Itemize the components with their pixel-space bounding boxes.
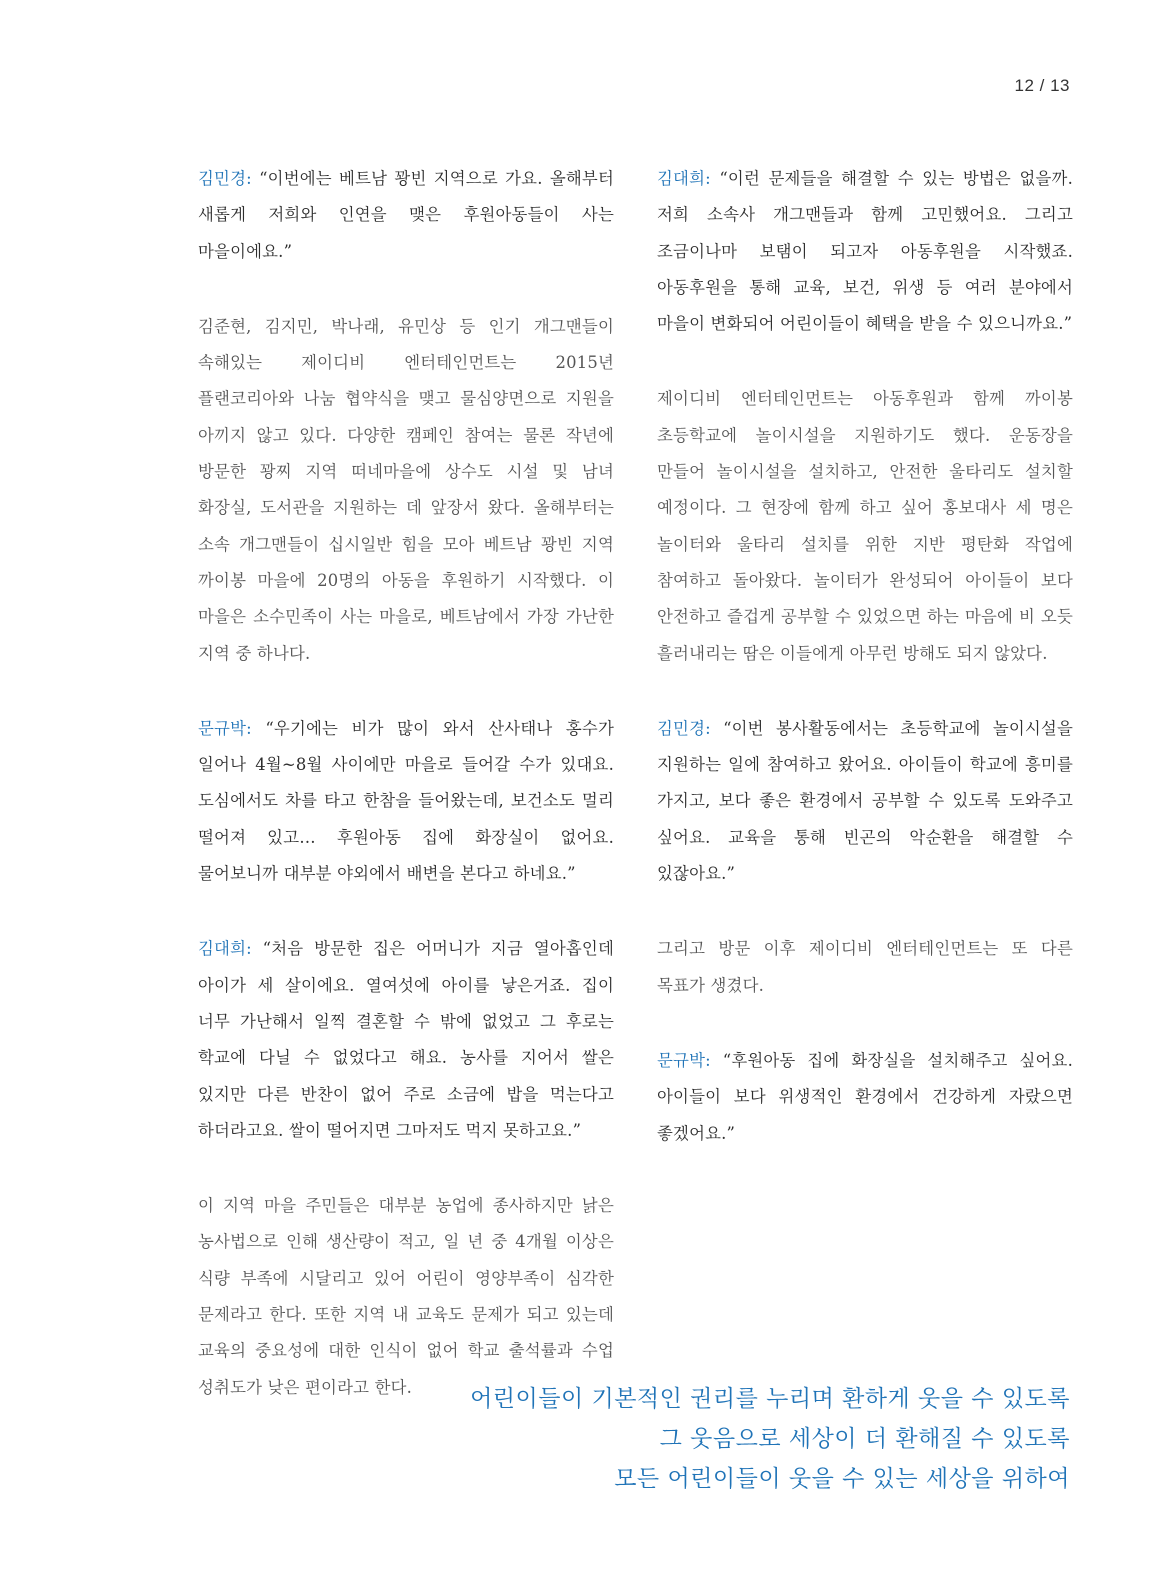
closing-line: 모든 어린이들이 웃을 수 있는 세상을 위하여 — [614, 1466, 1070, 1492]
closing-line: 어린이들이 기본적인 권리를 누리며 환하게 웃을 수 있도록 — [470, 1386, 1070, 1412]
quote-paragraph — [198, 931, 614, 1149]
quote-paragraph — [198, 161, 614, 270]
closing-statement — [470, 1379, 1070, 1499]
narration-text: 제이디비 엔터테인먼트는 아동후원과 함께 까이봉 초등학교에 놀이시설을 지원하기도 했다. 운동장을 만들어 놀이시설을 설치하고, 안전한 울타리도 설치할 예정이다. 그 현장에 함께 하고 싶어 홍보대사 세 명은 놀이터와 울타리 설치를 위한 지반 평탄화 작업에 참여하고 돌아왔다. 놀이터가 완성되어 아이들이 보다 안전하고 즐겁게 공부할 수 있었으면 하는 마음에 비 오듯 흘러내리는 땀은 이들에게 아무런 방해도 되지 않았다. — [657, 389, 1073, 663]
narration-paragraph — [198, 309, 614, 672]
left-column — [198, 161, 614, 1445]
narration-text: 그리고 방문 이후 제이디비 엔터테인먼트는 또 다른 목표가 생겼다. — [657, 939, 1073, 995]
right-column — [657, 161, 1073, 1191]
closing-line: 그 웃음으로 세상이 더 환해질 수 있도록 — [659, 1426, 1070, 1452]
narration-paragraph — [198, 1188, 614, 1406]
quote-paragraph — [657, 1043, 1073, 1152]
narration-paragraph — [657, 931, 1073, 1004]
narration-text: 이 지역 마을 주민들은 대부분 농업에 종사하지만 낡은 농사법으로 인해 생산량이 적고, 일 년 중 4개월 이상은 식량 부족에 시달리고 있어 어린이 영양부족이 심각한 문제라고 한다. 또한 지역 내 교육도 문제가 되고 있는데 교육의 중요성에 대한 인식이 없어 학교 출석률과 수업 성취도가 낮은 편이라고 한다. — [198, 1196, 614, 1397]
narration-paragraph — [657, 381, 1073, 671]
quote-paragraph — [198, 711, 614, 892]
quote-text: “후원아동 집에 화장실을 설치해주고 싶어요. 아이들이 보다 위생적인 환경에서 건강하게 자랐으면 좋겠어요.” — [657, 1050, 1073, 1143]
narration-text: 김준현, 김지민, 박나래, 유민상 등 인기 개그맨들이 속해있는 제이디비 엔터테인먼트는 2015년 플랜코리아와 나눔 협약식을 맺고 물심양면으로 지원을 아끼지 않고 있다. 다양한 캠페인 참여는 물론 작년에 방문한 꽝찌 지역 떠네마을에 상수도 시설 및 남녀 화장실, 도서관을 지원하는 데 앞장서 왔다. 올해부터는 소속 개그맨들이 십시일반 힘을 모아 베트남 꽝빈 지역 까이봉 마을에 20명의 아동을 후원하기 시작했다. 이 마을은 소수민족이 사는 마을로, 베트남에서 가장 가난한 지역 중 하나다. — [198, 316, 614, 663]
quote-paragraph — [657, 161, 1073, 342]
speaker-name: 김민경: — [198, 169, 252, 188]
speaker-name: 김대희: — [657, 169, 711, 188]
quote-text: “이런 문제들을 해결할 수 있는 방법은 없을까. 저희 소속사 개그맨들과 함께 고민했어요. 그리고 조금이나마 보탬이 되고자 아동후원을 시작했죠. 아동후원을 통해 교육, 보건, 위생 등 여러 분야에서 마을이 변화되어 어린이들이 혜택을 받을 수 있으니까요.” — [657, 169, 1073, 334]
quote-text: “이번 봉사활동에서는 초등학교에 놀이시설을 지원하는 일에 참여하고 왔어요. 아이들이 학교에 흥미를 가지고, 보다 좋은 환경에서 공부할 수 있도록 도와주고 싶어요. 교육을 통해 빈곤의 악순환을 해결할 수 있잖아요.” — [657, 718, 1073, 884]
page-number: 12 / 13 — [1014, 76, 1070, 95]
speaker-name: 김민경: — [657, 718, 711, 738]
quote-text: “처음 방문한 집은 어머니가 지금 열아홉인데 아이가 세 살이에요. 열여섯에 아이를 낳은거죠. 집이 너무 가난해서 일찍 결혼할 수 밖에 없었고 그 후로는 학교에 다닐 수 없었다고 해요. 농사를 지어서 쌀은 있지만 다른 반찬이 없어 주로 소금에 밥을 먹는다고 하더라고요. 쌀이 떨어지면 그마저도 먹지 못하고요.” — [198, 939, 614, 1140]
quote-text: “이번에는 베트남 꽝빈 지역으로 가요. 올해부터 새롭게 저희와 인연을 맺은 후원아동들이 사는 마을이에요.” — [198, 169, 614, 261]
speaker-name: 김대희: — [198, 939, 252, 959]
speaker-name: 문규박: — [198, 718, 252, 738]
quote-text: “우기에는 비가 많이 와서 산사태나 홍수가 일어나 4월~8월 사이에만 마을로 들어갈 수가 있대요. 도심에서도 차를 타고 한참을 들어왔는데, 보건소도 멀리 떨어져 있고… 후원아동 집에 화장실이 없어요. 물어보니까 대부분 야외에서 배변을 본다고 하네요.” — [198, 718, 614, 884]
speaker-name: 문규박: — [657, 1050, 711, 1070]
quote-paragraph — [657, 711, 1073, 892]
